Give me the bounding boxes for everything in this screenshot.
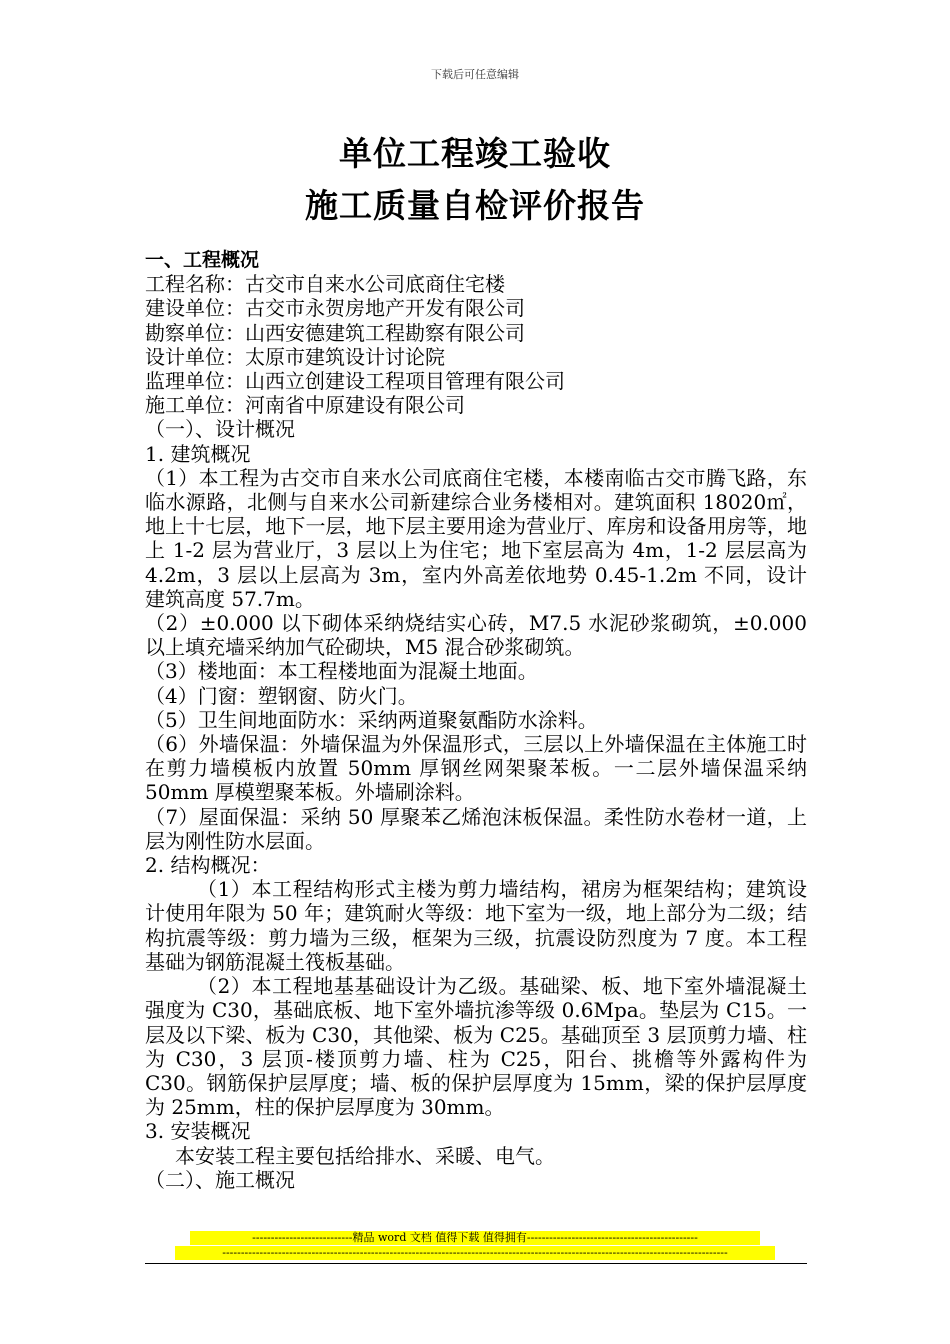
- architecture-item-6: （6）外墙保温：外墙保温为外保温形式，三层以上外墙保温在主体施工时在剪力墙模板内放置 50mm 厚钢丝网架聚苯板。一二层外墙保温采纳 50mm 厚模塑聚苯板。外墙刷涂料。: [145, 732, 807, 805]
- architecture-item-4: （4）门窗：塑钢窗、防火门。: [145, 683, 418, 708]
- supervision-unit-line: 监理单位：山西立创建设工程项目管理有限公司: [145, 369, 565, 394]
- section-heading-project-overview: 一、工程概况: [145, 249, 260, 271]
- architecture-item-2: （2）±0.000 以下砌体采纳烧结实心砖，M7.5 水泥砂浆砌筑，±0.000 以上填充墙采纳加气砼砌块，M5 混合砂浆砌筑。: [145, 611, 807, 660]
- construction-unit-line: 施工单位：河南省中原建设有限公司: [145, 393, 465, 418]
- header-note: 下载后可任意编辑: [431, 68, 519, 81]
- structure-heading: 2. 结构概况：: [145, 853, 271, 878]
- project-name-line: 工程名称：古交市自来水公司底商住宅楼: [145, 272, 505, 297]
- document-body: [145, 248, 807, 1192]
- architecture-heading: 1. 建筑概况: [145, 441, 251, 466]
- architecture-item-1: （1）本工程为古交市自来水公司底商住宅楼，本楼南临古交市腾飞路，东临水源路，北侧与自来水公司新建综合业务楼相对。建筑面积 18020㎡，地上十七层，地下一层，地下层主要用途为营业厅、库房和设备用房等，地上 1-2 层为营业厅，3 层以上为住宅；地下室层高为 4m，1-2 层层高为 4.2m，3 层以上层高为 3m，室内外高差依地势 0.45-1.2m 不同，设计建筑高度 57.7m。: [145, 465, 807, 611]
- footer-banner-line1: ---------------------------精品 word 文档 值得下载 值得拥有----------------------------------------------: [190, 1231, 760, 1245]
- construction-overview-heading: （二）、施工概况: [145, 1167, 295, 1192]
- architecture-item-7: （7）屋面保温：采纳 50 厚聚苯乙烯泡沫板保温。柔性防水卷材一道，上层为刚性防水层面。: [145, 804, 807, 853]
- installation-heading: 3. 安装概况: [145, 1119, 251, 1144]
- architecture-item-3: （3）楼地面：本工程楼地面为混凝土地面。: [145, 659, 538, 684]
- structure-item-2: （2）本工程地基基础设计为乙级。基础梁、板、地下室外墙混凝土强度为 C30，基础底板、地下室外墙抗渗等级 0.6Mpa。垫层为 C15。一层及以下梁、板为 C30，其他梁、板为 C25。基础顶至 3 层顶剪力墙、柱为 C30，3 层顶-楼顶剪力墙、柱为 C25，阳台、挑檐等外露构件为 C30。钢筋保护层厚度；墙、板的保护层厚度为 15mm，梁的保护层厚度为 25mm，柱的保护层厚度为 30mm。: [145, 974, 807, 1120]
- document-title-line1: 单位工程竣工验收: [339, 134, 611, 173]
- builder-line: 建设单位：古交市永贺房地产开发有限公司: [145, 296, 525, 321]
- design-unit-line: 设计单位：太原市建筑设计讨论院: [145, 344, 445, 369]
- architecture-item-5: （5）卫生间地面防水：采纳两道聚氨酯防水涂料。: [145, 707, 598, 732]
- footer-banner-line2: ----------------------------------------------------------------------------------------------------------------------------------------: [175, 1246, 775, 1260]
- document-title-line2: 施工质量自检评价报告: [305, 186, 645, 225]
- design-overview-heading: （一）、设计概况: [145, 417, 295, 442]
- structure-item-1: （1）本工程结构形式主楼为剪力墙结构，裙房为框架结构；建筑设计使用年限为 50 年；建筑耐火等级：地下室为一级，地上部分为二级；结构抗震等级：剪力墙为三级，框架为三级，抗震设防烈度为 7 度。本工程基础为钢筋混凝土筏板基础。: [145, 877, 807, 974]
- installation-text: 本安装工程主要包括给排水、采暖、电气。: [175, 1143, 555, 1168]
- footer-divider: [145, 1263, 807, 1264]
- survey-unit-line: 勘察单位：山西安德建筑工程勘察有限公司: [145, 320, 525, 345]
